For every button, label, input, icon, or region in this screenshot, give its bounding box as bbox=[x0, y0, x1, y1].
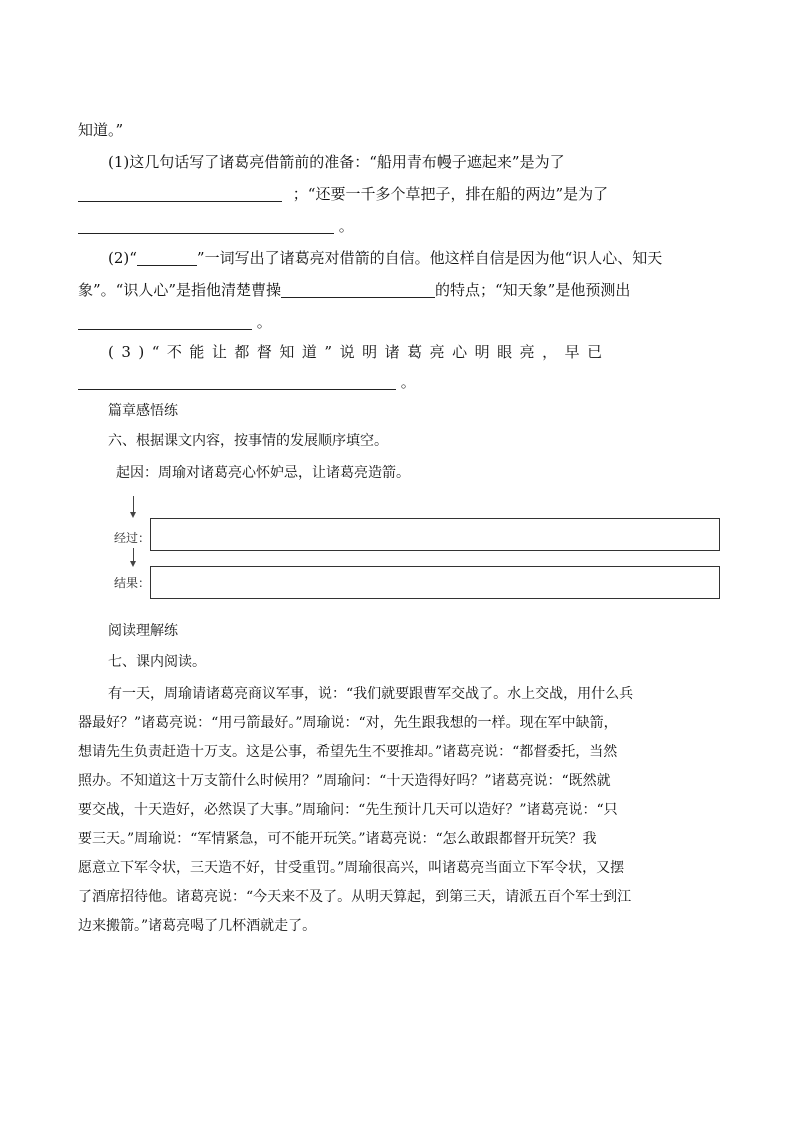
answer-blank-5[interactable] bbox=[78, 313, 252, 330]
passage-line: 有一天，周瑜请诸葛亮商议军事，说：“我们就要跟曹军交战了。水上交战，用什么兵 bbox=[108, 686, 634, 702]
passage-line: 了酒席招待他。诸葛亮说：“今天来不及了。从明天算起，到第三天，请派五百个军士到江 bbox=[78, 889, 632, 905]
process-label bbox=[114, 529, 150, 546]
q5-item2-line3 bbox=[78, 312, 272, 332]
q5-item2-prompt: ”一词写出了诸葛亮对借箭的自信。他这样自信是因为他“识人心、知天 bbox=[196, 249, 663, 267]
passage-line: 要三天。”周瑜说：“军情紧急，可不能开玩笑。”诸葛亮说：“怎么敢跟都督开玩笑？我 bbox=[78, 831, 597, 847]
q6-cause-text: 起因：周瑜对诸葛亮心怀妒忌，让诸葛亮造箭。 bbox=[116, 465, 410, 481]
result-answer-box[interactable] bbox=[150, 566, 720, 599]
section-title-reading-text: 阅读理解练 bbox=[108, 623, 178, 639]
passage-line: 照办。不知道这十万支箭什么时候用？”周瑜问：“十天造得好吗？”诸葛亮说：“既然就 bbox=[78, 773, 611, 789]
answer-blank-4[interactable] bbox=[281, 281, 435, 298]
carry-over-text-content: 知道。” bbox=[78, 121, 124, 139]
result-label-text: 结果： bbox=[114, 576, 151, 590]
q7-title bbox=[108, 652, 206, 672]
carry-over-text bbox=[78, 120, 123, 140]
q5-item2-line1 bbox=[108, 248, 662, 268]
flow-arrow-shaft-2 bbox=[133, 548, 134, 562]
flow-arrow-head-1 bbox=[130, 512, 136, 518]
q5-item2-prefix: (2)“ bbox=[108, 249, 137, 267]
passage-line: 边来搬箭。”诸葛亮喝了几杯酒就走了。 bbox=[78, 918, 317, 934]
passage-line: 愿意立下军令状，三天造不好，甘受重罚。”周瑜很高兴，叫诸葛亮当面立下军令状，又摆 bbox=[78, 860, 625, 876]
q6-cause bbox=[116, 463, 410, 483]
answer-blank-3[interactable] bbox=[137, 249, 197, 266]
q5-item2-prompt-tail: 的特点；“知天象”是他预测出 bbox=[435, 281, 631, 299]
q7-title-text: 七、课内阅读。 bbox=[108, 654, 206, 670]
passage-line: 要交战，十天造好，必然误了大事。”周瑜问：“先生预计几天可以造好？”诸葛亮说：“只 bbox=[78, 802, 618, 818]
answer-blank-1[interactable] bbox=[78, 185, 282, 202]
section-title-reading bbox=[108, 621, 178, 641]
answer-blank-6[interactable] bbox=[78, 373, 396, 390]
answer-blank-2[interactable] bbox=[78, 217, 334, 234]
process-label-text: 经过： bbox=[114, 531, 151, 545]
q5-item2-period: 。 bbox=[256, 313, 272, 331]
flow-arrow-head-2 bbox=[130, 561, 136, 567]
section-title-reflection-text: 篇章感悟练 bbox=[108, 403, 178, 419]
q5-item3-period: 。 bbox=[400, 373, 416, 391]
reading-passage bbox=[78, 680, 720, 941]
q6-title bbox=[108, 431, 388, 451]
q5-item2-prompt-cont: 象”。“识人心”是指他清楚曹操 bbox=[78, 281, 282, 299]
q5-item1-prompt-cont: ；“还要一千多个草把子，排在船的两边”是为了 bbox=[292, 185, 609, 203]
passage-line: 想请先生负责赶造十万支。这是公事，希望先生不要推却。”诸葛亮说：“都督委托，当然 bbox=[78, 744, 618, 760]
q5-item2-line2 bbox=[78, 280, 630, 300]
q6-title-text: 六、根据课文内容，按事情的发展顺序填空。 bbox=[108, 433, 388, 449]
q5-item1-line3 bbox=[78, 216, 354, 236]
q5-item1-line1 bbox=[108, 152, 565, 172]
process-answer-box[interactable] bbox=[150, 518, 720, 551]
q5-item3-prompt: (3)“不能让都督知道”说明诸葛亮心明眼亮，早已 bbox=[108, 343, 610, 361]
result-label bbox=[114, 574, 150, 591]
q5-item1-line2 bbox=[78, 184, 608, 204]
q5-item1-prompt: (1)这几句话写了诸葛亮借箭前的准备：“船用青布幔子遮起来”是为了 bbox=[108, 153, 565, 171]
section-title-reflection bbox=[108, 401, 178, 421]
q5-item3-line2 bbox=[78, 372, 416, 392]
q5-item1-period: 。 bbox=[338, 217, 354, 235]
q5-item3-line1 bbox=[108, 342, 720, 362]
flow-arrow-shaft-1 bbox=[133, 496, 134, 512]
passage-line: 器最好？”诸葛亮说：“用弓箭最好。”周瑜说：“对，先生跟我想的一样。现在军中缺箭， bbox=[78, 715, 618, 731]
